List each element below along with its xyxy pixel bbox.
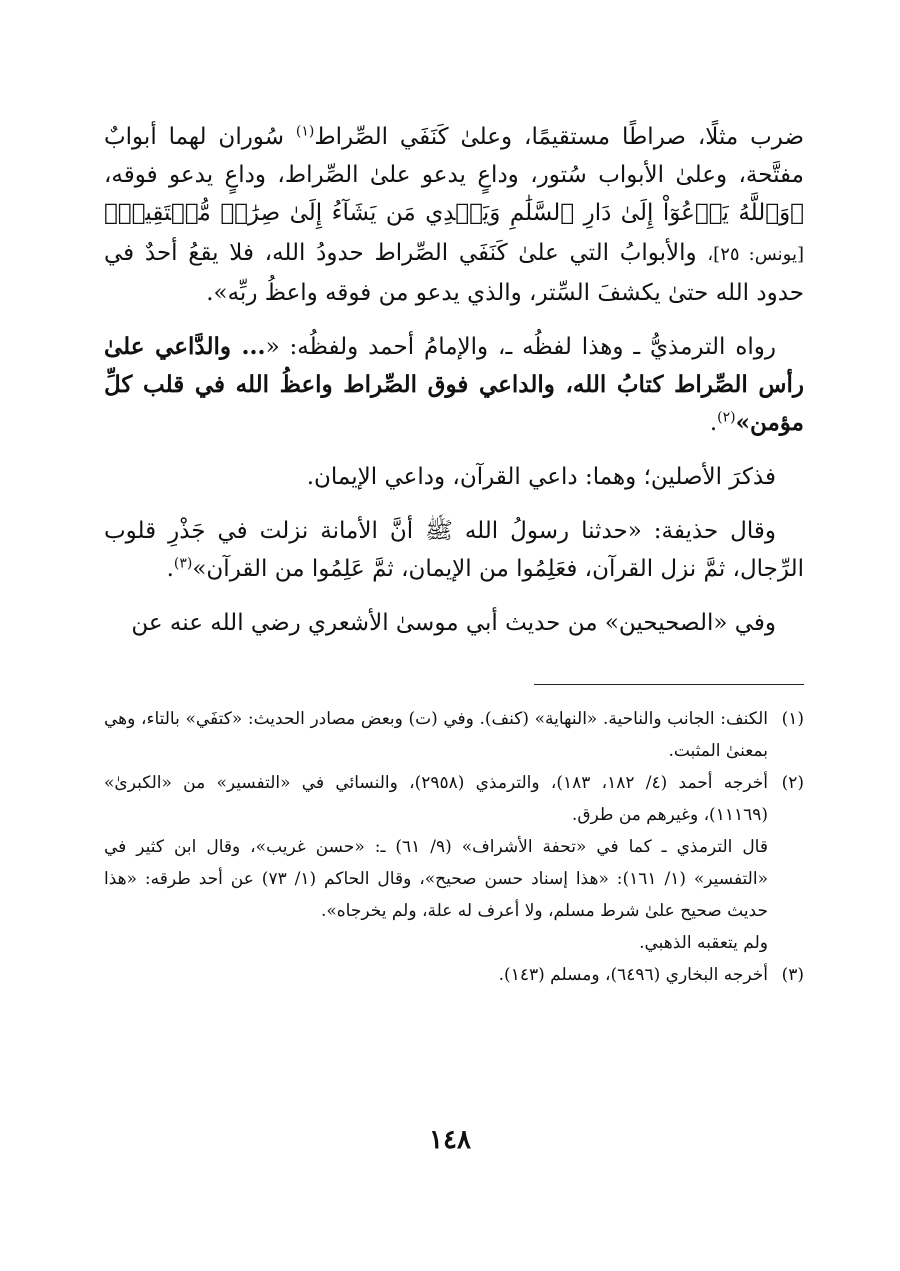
p4-end: . <box>166 556 174 582</box>
footnote-number: (٣) <box>781 965 804 985</box>
paragraph-two-principles: فذكرَ الأصلين؛ وهما: داعي القرآن، وداعي الإيمان. <box>306 464 776 490</box>
footnote-number: (٢) <box>781 773 804 793</box>
footnote-marker-2: (٢) <box>717 409 736 426</box>
p1-text-b: سُوران لهما أبوابٌ مفتَّحة، وعلىٰ الأبواب سُتور، وداعٍ يدعو علىٰ الصِّراط، وداعٍ يدعو فوقه، <box>104 124 804 188</box>
footnote-text: أخرجه أحمد (٤/ ١٨٢، ١٨٣)، والترمذي (٢٩٥٨)، والنسائي في «التفسير» من «الكبرىٰ» (١١١٦٩)، وغيرهم من طرق. <box>104 773 768 825</box>
paragraph-hadith-continuation <box>104 118 804 312</box>
p2-text-a: رواه الترمذيُّ ـ وهذا لفظُه ـ، والإمامُ أحمد ولفظُه: « <box>265 334 776 360</box>
quran-verse: ﴿وَٱللَّهُ يَدۡعُوٓاْ إِلَىٰ دَارِ ٱلسَّلَٰمِ وَيَهۡدِي مَن يَشَآءُ إِلَىٰ صِرَٰطٖ مُّسۡتَقِيمٖ﴾ <box>104 200 804 226</box>
footnote-2-continuation-end: ولم يتعقبه الذهبي. <box>639 933 768 953</box>
paragraph-hudhayfa <box>104 512 804 588</box>
footnote-divider <box>534 684 804 685</box>
p2-end: . <box>709 410 718 436</box>
footnote-number: (١) <box>781 709 804 729</box>
footnote-1 <box>104 703 804 767</box>
footnote-3 <box>104 959 804 991</box>
footnote-marker-3: (٣) <box>173 555 193 572</box>
footnote-text: الكنف: الجانب والناحية. «النهاية» (كنف). وفي (ت) وبعض مصادر الحديث: «كتفَي» بالتاء، وهي بمعنىٰ المثبت. <box>104 709 768 761</box>
quran-reference: [يونس: ٢٥]، <box>707 244 804 265</box>
footnotes <box>104 703 804 991</box>
page-content <box>104 118 804 991</box>
p1-text-c: والأبوابُ التي علىٰ كَنَفَي الصِّراط حدودُ الله، فلا يقعُ أحدٌ في حدود الله حتىٰ يكشفَ السِّتر، والذي يدعو من فوقه واعظُ ربِّه». <box>104 240 804 306</box>
p1-text-a: ضرب مثلًا، صراطًا مستقيمًا، وعلىٰ كَنَفَي الصِّراط <box>314 124 804 150</box>
paragraph-narration <box>104 328 804 442</box>
page-number: ١٤٨ <box>429 1125 471 1155</box>
footnote-2-continuation: قال الترمذي ـ كما في «تحفة الأشراف» (٩/ ٦١) ـ: «حسن غريب»، وقال ابن كثير في «التفسير» (١/ ١٦١): «هذا إسناد حسن صحيح»، وقال الحاكم (١/ ٧٣) عن أحد طرقه: «هذا حديث صحيح علىٰ شرط مسلم، ولا أعرف له علة، ولم يخرجاه». <box>104 837 768 921</box>
p4-text-a: وقال حذيفة: «حدثنا رسولُ الله ﷺ أنَّ الأمانة نزلت في جَذْرِ قلوب الرِّجال، ثمَّ نزل القرآن، فعَلِمُوا من الإيمان، ثمَّ عَلِمُوا من القرآن» <box>104 518 804 582</box>
footnote-text: أخرجه البخاري (٦٤٩٦)، ومسلم (١٤٣). <box>498 965 768 985</box>
paragraph-sahihayn: وفي «الصحيحين» من حديث أبي موسىٰ الأشعري رضي الله عنه عن <box>131 610 776 636</box>
p2-text-b: ... والدَّاعي علىٰ رأس الصِّراط كتابُ الله، والداعي فوق الصِّراط واعظُ الله في قلب كلِّ مؤمن» <box>104 333 804 436</box>
footnote-2 <box>104 767 804 831</box>
footnote-marker-1: (١) <box>295 123 315 140</box>
